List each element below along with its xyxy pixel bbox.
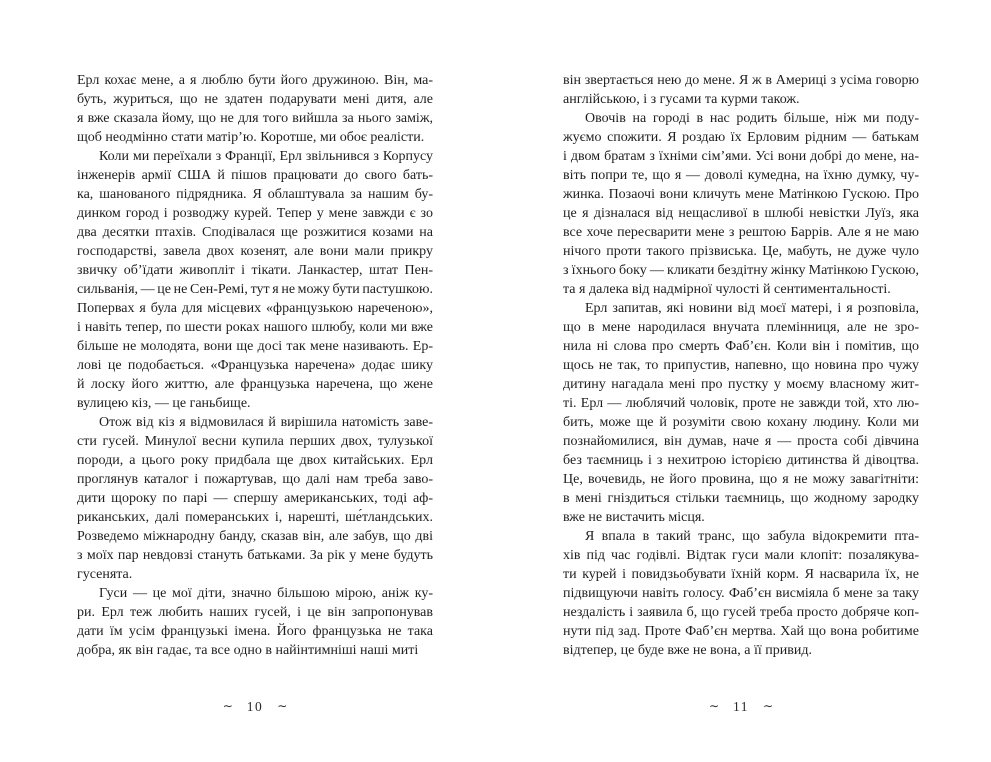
page-right-number: 11 — [733, 699, 749, 714]
folio-ornament-icon: ∼ — [763, 699, 774, 713]
text-line: ті. Ерл — люблячий чоловік, проте не завжди той, хто лю- — [563, 396, 919, 411]
text-line: щось не так, то припустив, напевно, що новина про чужу — [563, 358, 919, 373]
folio-ornament-icon: ∼ — [708, 699, 719, 713]
text-line: без таємниць і з нехитрою історією дитинства й дівоцтва. — [563, 453, 919, 468]
text-line: господарстві, завела двох козенят, але вони мали прикру — [77, 244, 433, 259]
page-right — [563, 71, 919, 731]
text-line: все хоче пересварити мене з рештою Баррів. Але я не маю — [563, 225, 919, 240]
text-line: нездалість і заявила б, що гусей треба просто добряче коп- — [563, 605, 919, 620]
text-line: риканських, далі померанських і, нарешті, ше́тландських. — [77, 510, 433, 525]
text-line: віть попри те, що я — доволі кумедна, на їхню думку, чу- — [563, 168, 919, 183]
text-line: жинка. Позаочі вони кличуть мене Матінкою Гускою. Про — [563, 187, 919, 202]
text-line: це я дізналася від нещасливої в шлюбі невістки Луїз, яка — [563, 206, 919, 221]
page-left-number: 10 — [246, 699, 264, 714]
text-line: Овочів на городі в нас родить більше, ніж ми поду- — [585, 111, 919, 126]
text-line: ти курей і повидзьобувати їхній корм. Я насварила їх, не — [563, 567, 919, 582]
text-line: з моїх пар невдовзі стануть батьками. За рік у мене будуть — [77, 548, 433, 563]
text-line: інженерів армії США й пішов працювати до свого бать- — [77, 168, 433, 183]
text-line: сильванія, — це не Сен-Ремі, тут я не можу бути пастушкою. — [77, 282, 433, 297]
text-line: нила ні слова про смерть Фаб’єн. Коли він і помітив, що — [563, 339, 919, 354]
text-line: дити щороку по парі — спершу американських, тоді аф- — [77, 491, 433, 506]
text-line: два десятки птахів. Сподівалася ще розжитися козами на — [77, 225, 433, 240]
text-line: гусенята. — [77, 567, 133, 582]
text-line: дати їм усім французькі імена. Його французька не така — [77, 624, 433, 639]
text-line: з їхнього боку — кликати бездітну жінку Матінкою Гускою, — [563, 263, 919, 278]
page-left — [77, 71, 433, 731]
folio-ornament-icon: ∼ — [277, 699, 288, 713]
text-line: він звертається нею до мене. Я ж в Америці з усіма говорю — [563, 73, 919, 88]
text-line: ри. Ерл теж любить наших гусей, і це він запропонував — [77, 605, 433, 620]
text-line: познайомилися, він думав, наче я — проста собі дівчина — [563, 434, 919, 449]
folio-ornament-icon: ∼ — [222, 699, 233, 713]
page-right-folio — [563, 699, 919, 715]
text-line: бить, може ще й розуміти свою кохану людину. Коли ми — [563, 415, 919, 430]
text-line: щоб неодмінно стати матір’ю. Коротше, ми обоє реалісти. — [77, 130, 425, 145]
text-line: та я далека від надмірної чулості й сентиментальності. — [563, 282, 891, 297]
text-line: Ерл кохає мене, а я люблю бути його дружиною. Він, ма- — [77, 73, 433, 88]
text-line: вже не вистачить місця. — [563, 510, 705, 525]
text-line: жуємо спожити. Я роздаю їх Ерловим рідним — батькам — [563, 130, 919, 145]
text-line: що в мене народилася внучата племінниця, але не зро- — [563, 320, 919, 335]
text-line: породи, а цього року придбала ще двох китайських. Ерл — [77, 453, 433, 468]
text-line: англійською, і з гусами та курми також. — [563, 92, 800, 107]
text-line: в мені гніздиться стільки таємниць, що жодному зародку — [563, 491, 919, 506]
text-line: і двом братам з їхніми сім’ями. Усі вони добрі до мене, на- — [563, 149, 919, 164]
text-line: Я впала в такий транс, що забула відокремити пта- — [585, 529, 919, 544]
text-line: Розведемо міжнародну банду, сказав він, але забув, що дві — [77, 529, 433, 544]
text-line: Отож від кіз я відмовилася й вирішила натомість заве- — [99, 415, 433, 430]
text-line: звичку об’їдати живопліт і тікати. Ланкастер, штат Пен- — [77, 263, 433, 278]
text-line: проглянув каталог і пожартував, що далі нам треба заво- — [77, 472, 433, 487]
text-line: Гуси — це мої діти, значно більшою мірою, аніж ку- — [99, 586, 433, 601]
text-line: я вже сказала йому, що не для того вийшла за нього заміж, — [77, 111, 433, 126]
text-line: і навіть тепер, по шести роках нашого шлюбу, коли ми вже — [77, 320, 433, 335]
text-line: ка, шанованого підрядника. Я облаштувала за нашим бу- — [77, 187, 433, 202]
text-line: нічого проти такого прізвиська. Це, мабуть, не дуже чуло — [563, 244, 919, 259]
text-line: відтепер, це буде вже не вона, а її привид. — [563, 643, 812, 658]
text-line: дитину нагадала мені про пустку у моєму власному жит- — [563, 377, 919, 392]
text-line: Ерл запитав, які новини від моєї матері, і я розповіла, — [585, 301, 919, 316]
text-line: лові це подобається. «Французька наречена» додає шику — [77, 358, 433, 373]
text-line: й лоску його життю, але французька наречена, що жене — [77, 377, 433, 392]
page-left-text-column — [77, 71, 433, 660]
text-line: Коли ми переїхали з Франції, Ерл звільнився з Корпусу — [99, 149, 433, 164]
text-line: буть, журиться, що не здатен подарувати мені дитя, але — [77, 92, 433, 107]
text-line: Це, вочевидь, не його провина, що я не можу завагітніти: — [563, 472, 919, 487]
text-line: вулицею кіз, — це ганьбище. — [77, 396, 251, 411]
text-line: Попервах я була для місцевих «французькою нареченою», — [77, 301, 433, 316]
text-line: нути під зад. Проте Фаб’єн мертва. Хай що вона робитиме — [563, 624, 919, 639]
text-line: сти гусей. Минулої весни купила перших двох, тулузької — [77, 434, 433, 449]
text-line: добра, як він гадає, та все одно в найінтимніші наші миті — [77, 643, 419, 658]
text-line: динком город і розводжу курей. Тепер у мене завжди є зо — [77, 206, 433, 221]
text-line: підвищуючи навіть голосу. Фаб’єн висміяла б мене за таку — [563, 586, 919, 601]
page-right-text-column — [563, 71, 919, 660]
text-line: хів під час годівлі. Відтак гуси мали клопіт: позалякува- — [563, 548, 919, 563]
text-line: більше не молодята, вони ще досі так мене називають. Ер- — [77, 339, 433, 354]
page-left-folio — [77, 699, 433, 715]
